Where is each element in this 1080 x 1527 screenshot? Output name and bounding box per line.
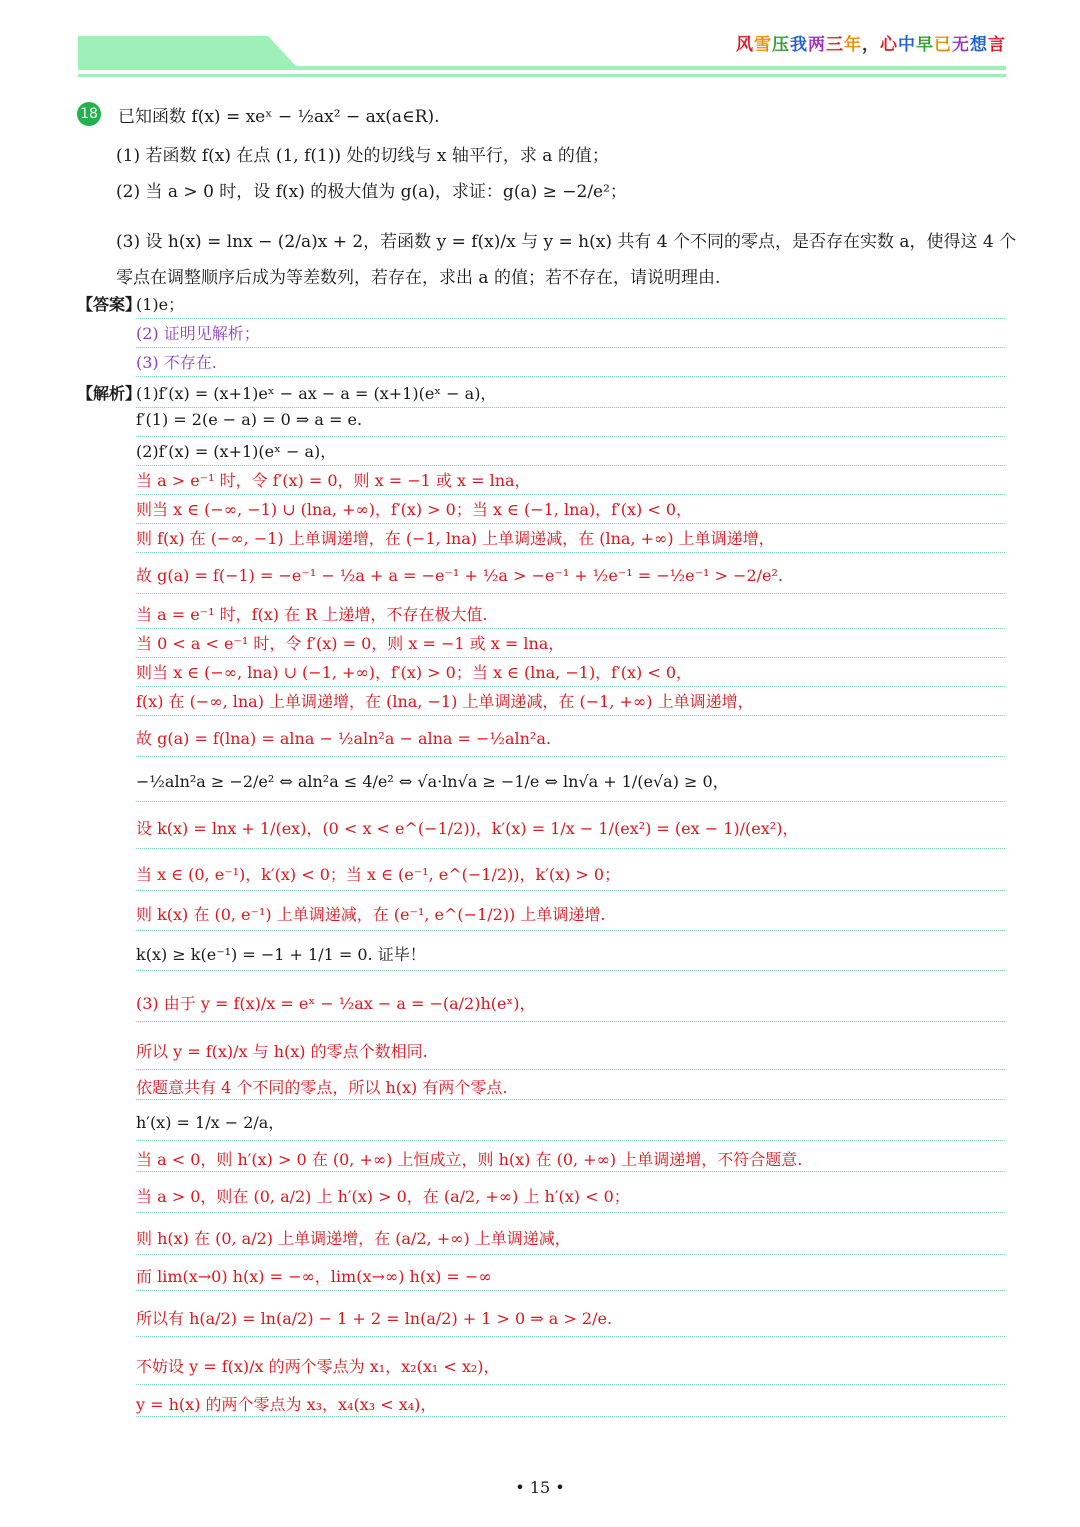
analysis-line: (1)f′(x) = (x+1)eˣ − ax − a = (x+1)(eˣ − a)， bbox=[136, 381, 1005, 408]
answer-line: (2) 证明见解析； bbox=[136, 321, 1005, 348]
slogan-char: 早 bbox=[916, 35, 934, 55]
analysis-line: 当 a > 0，则在 (0, a/2) 上 h′(x) > 0，在 (a/2, +∞) 上 h′(x) < 0； bbox=[136, 1184, 1005, 1213]
answer-line: (1)e； bbox=[136, 292, 1005, 319]
question-part-2: (2) 当 a > 0 时，设 f(x) 的极大值为 g(a)，求证：g(a) ≥ −2/e²； bbox=[116, 182, 627, 202]
slogan-char: 心 bbox=[880, 35, 898, 55]
slogan-char: 三 bbox=[826, 35, 844, 55]
analysis-line: 当 x ∈ (0, e⁻¹)，k′(x) < 0；当 x ∈ (e⁻¹, e^(−1/2))，k′(x) > 0； bbox=[136, 862, 1005, 891]
analysis-line: f′(1) = 2(e − a) = 0 ⇒ a = e. bbox=[136, 410, 1005, 437]
answer-label: 【答案】 bbox=[77, 295, 142, 314]
slogan-char: 我 bbox=[790, 35, 808, 55]
question-part-1: (1) 若函数 f(x) 在点 (1, f(1)) 处的切线与 x 轴平行，求 a 的值； bbox=[116, 146, 609, 166]
answer-line: (3) 不存在. bbox=[136, 350, 1005, 377]
analysis-line: 则 k(x) 在 (0, e⁻¹) 上单调递减，在 (e⁻¹, e^(−1/2)) 上单调递增. bbox=[136, 902, 1005, 931]
analysis-line: 而 lim(x→0) h(x) = −∞，lim(x→∞) h(x) = −∞ bbox=[136, 1264, 1005, 1291]
analysis-line: −½aln²a ≥ −2/e² ⇔ aln²a ≤ 4/e² ⇔ √a·ln√a ≥ −1/e ⇔ ln√a + 1/(e√a) ≥ 0， bbox=[136, 769, 1005, 802]
analysis-line: 则当 x ∈ (−∞, lna) ∪ (−1, +∞)，f′(x) > 0；当 x ∈ (lna, −1)，f′(x) < 0， bbox=[136, 660, 1005, 687]
analysis-line: 当 0 < a < e⁻¹ 时，令 f′(x) = 0，则 x = −1 或 x = lna， bbox=[136, 631, 1005, 658]
analysis-line: (2)f′(x) = (x+1)(eˣ − a)， bbox=[136, 439, 1005, 466]
analysis-line: 当 a > e⁻¹ 时，令 f′(x) = 0，则 x = −1 或 x = lna， bbox=[136, 468, 1005, 495]
slogan-char: 雪 bbox=[754, 35, 772, 55]
header-slogan bbox=[736, 30, 1006, 55]
question-part-3-line-2: 零点在调整顺序后成为等差数列，若存在，求出 a 的值；若不存在，请说明理由. bbox=[116, 268, 721, 288]
analysis-line: 故 g(a) = f(−1) = −e⁻¹ − ½a + a = −e⁻¹ + ½a > −e⁻¹ + ½e⁻¹ = −½e⁻¹ > −2/e². bbox=[136, 563, 1005, 594]
analysis-line: f(x) 在 (−∞, lna) 上单调递增，在 (lna, −1) 上单调递减，在 (−1, +∞) 上单调递增， bbox=[136, 689, 1005, 716]
header-rule-top bbox=[78, 66, 1006, 70]
analysis-line: 故 g(a) = f(lna) = alna − ½aln²a − alna = −½aln²a. bbox=[136, 726, 1005, 757]
analysis-line: 当 a < 0，则 h′(x) > 0 在 (0, +∞) 上恒成立，则 h(x) 在 (0, +∞) 上单调递增，不符合题意. bbox=[136, 1147, 1005, 1172]
analysis-line: 依题意共有 4 个不同的零点，所以 h(x) 有两个零点. bbox=[136, 1075, 1005, 1100]
question-stem: 已知函数 f(x) = xeˣ − ½ax² − ax(a∈R). bbox=[118, 107, 440, 127]
question-part-3-line-1: (3) 设 h(x) = lnx − (2/a)x + 2，若函数 y = f(x)/x 与 y = h(x) 共有 4 个不同的零点，是否存在实数 a，使得这 4 个 bbox=[116, 232, 1017, 252]
analysis-line: 所以 y = f(x)/x 与 h(x) 的零点个数相同. bbox=[136, 1039, 1005, 1070]
analysis-line: 设 k(x) = lnx + 1/(ex)，(0 < x < e^(−1/2))，k′(x) = 1/x − 1/(ex²) = (ex − 1)/(ex²)， bbox=[136, 816, 1005, 849]
slogan-char: 中 bbox=[898, 35, 916, 55]
slogan-char: 无 bbox=[952, 35, 970, 55]
analysis-line: y = h(x) 的两个零点为 x₃，x₄(x₃ < x₄)， bbox=[136, 1392, 1005, 1417]
analysis-label: 【解析】 bbox=[77, 384, 142, 403]
analysis-line: h′(x) = 1/x − 2/a， bbox=[136, 1110, 1005, 1141]
slogan-char: 两 bbox=[808, 35, 826, 55]
analysis-line: 所以有 h(a/2) = ln(a/2) − 1 + 2 = ln(a/2) + 1 > 0 ⇒ a > 2/e. bbox=[136, 1306, 1005, 1337]
header-rule-bottom bbox=[78, 74, 1006, 77]
analysis-line: 不妨设 y = f(x)/x 的两个零点为 x₁，x₂(x₁ < x₂)， bbox=[136, 1354, 1005, 1385]
analysis-line: 则 f(x) 在 (−∞, −1) 上单调递增，在 (−1, lna) 上单调递减，在 (lna, +∞) 上单调递增， bbox=[136, 526, 1005, 553]
analysis-line: k(x) ≥ k(e⁻¹) = −1 + 1/1 = 0. 证毕！ bbox=[136, 942, 1005, 971]
slogan-char: 风 bbox=[736, 35, 754, 55]
slogan-char: 已 bbox=[934, 35, 952, 55]
analysis-line: (3) 由于 y = f(x)/x = eˣ − ½ax − a = −(a/2)h(eˣ)， bbox=[136, 991, 1005, 1022]
question-number-badge: 18 bbox=[77, 102, 101, 126]
analysis-line: 当 a = e⁻¹ 时，f(x) 在 R 上递增，不存在极大值. bbox=[136, 602, 1005, 629]
slogan-char: 年 bbox=[844, 35, 862, 55]
analysis-line: 则当 x ∈ (−∞, −1) ∪ (lna, +∞)，f′(x) > 0；当 x ∈ (−1, lna)，f′(x) < 0， bbox=[136, 497, 1005, 524]
slogan-char: 压 bbox=[772, 35, 790, 55]
page-number: • 15 • bbox=[515, 1478, 565, 1497]
slogan-char: ， bbox=[862, 35, 880, 55]
analysis-line: 则 h(x) 在 (0, a/2) 上单调递增，在 (a/2, +∞) 上单调递减， bbox=[136, 1226, 1005, 1255]
slogan-char: 言 bbox=[988, 35, 1006, 55]
slogan-char: 想 bbox=[970, 35, 988, 55]
header-tab-shape bbox=[78, 36, 308, 70]
